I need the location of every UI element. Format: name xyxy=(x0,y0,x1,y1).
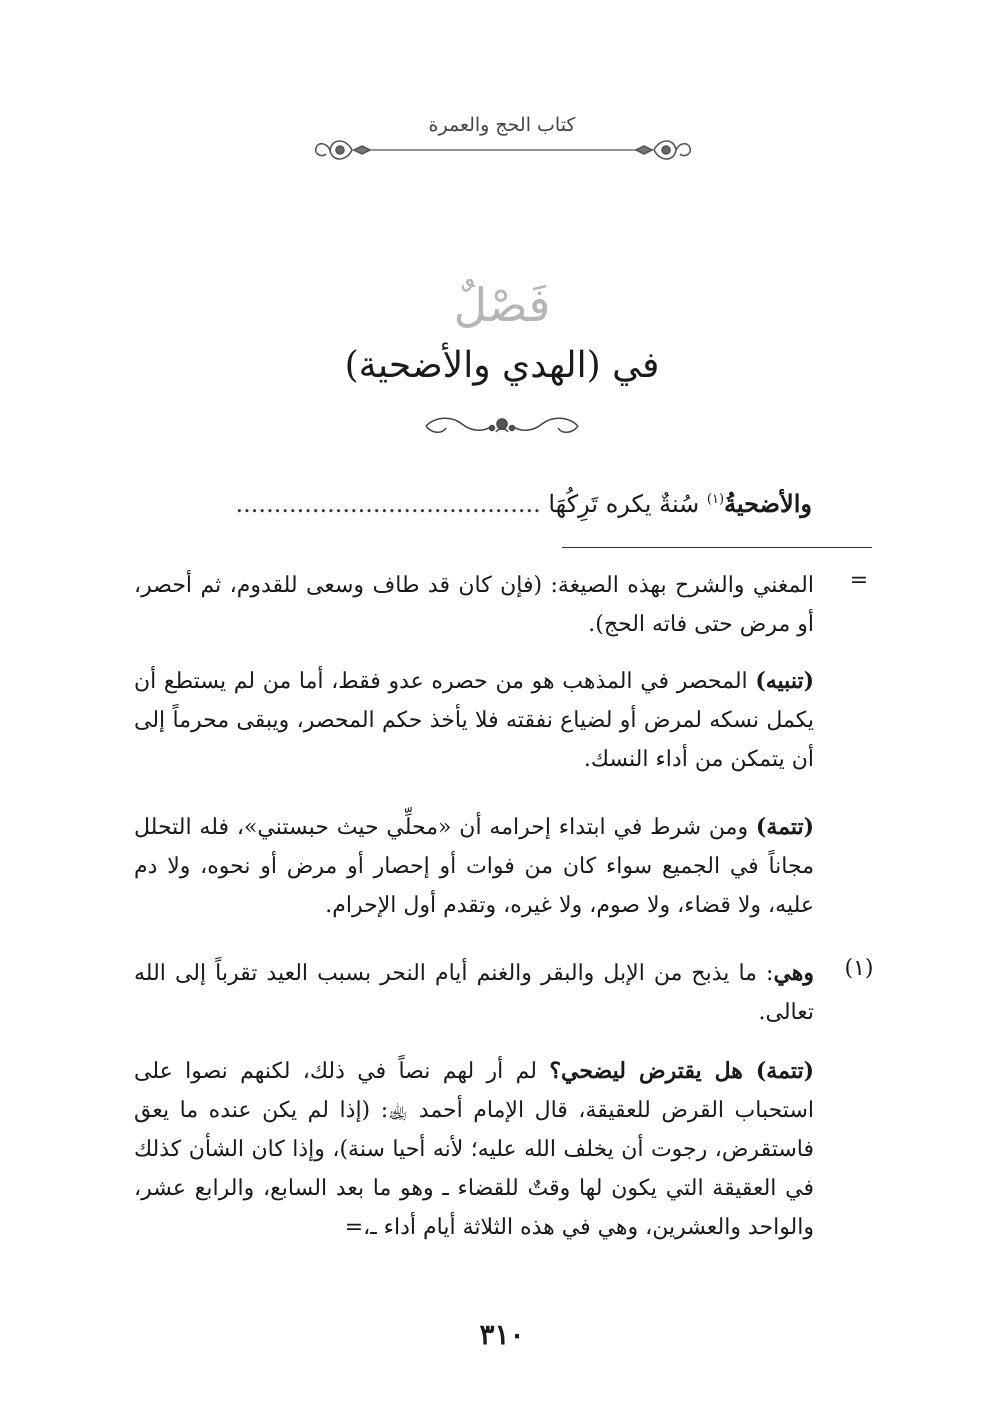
matn-text: سُنةٌ يكره تَرِكُهَا xyxy=(548,490,707,518)
matn-word: والأضحيةُ xyxy=(724,489,812,518)
footnote-bold: (تتمة) xyxy=(755,814,814,840)
footnote-number: (١) xyxy=(844,956,874,981)
footnote-bold: (تنبيه) xyxy=(755,668,814,694)
matn-line xyxy=(140,480,812,524)
footnote-text: لم أر لهم نصاً في ذلك، لكنهم نصوا على استحباب القرض للعقيقة، قال الإمام أحمد ﵀: (إذا لم يكن عنده ما يعق فاستقرض، رجوت أن يخلف الله عليه؛ لأنه أحيا سنة)، وإذا كان الشأن كذلك في العقيقة التي يكون لها وقتٌ للقضاء ـ وهو ما بعد السابع، والرابع عشر، والواحد والعشرين، وهي في هذه الثلاثة أيام أداء ـ،= xyxy=(134,1059,814,1240)
chapter-title: في (الهدي والأضحية) xyxy=(344,345,660,386)
continuation-marker: = xyxy=(849,568,869,593)
chapter-heading: فَصْلٌ xyxy=(453,278,551,332)
footnote-paragraph xyxy=(134,954,814,1032)
page-number: ٣١٠ xyxy=(479,1318,525,1351)
footnote-text: المغني والشرح بهذه الصيغة: (فإن كان قد طاف وسعى للقدوم، ثم أحصر، أو مرض حتى فاته الحج). xyxy=(134,573,814,637)
footnote-paragraph xyxy=(134,808,814,925)
matn-dots: ........................................ xyxy=(235,490,541,518)
footnote-reference[interactable]: (١) xyxy=(706,492,725,507)
footnote-bold: وهي xyxy=(773,960,814,986)
footnote-text: : ما يذبح من الإبل والبقر والغنم أيام النحر بسبب العيد تقرباً إلى الله تعالى. xyxy=(134,961,814,1025)
running-head: كتاب الحج والعمرة xyxy=(428,114,576,136)
footnote-separator xyxy=(562,547,872,548)
footnote-paragraph xyxy=(134,566,814,644)
footnote-text: ومن شرط في ابتداء إحرامه أن «محلِّي حيث حبستني»، فله التحلل مجاناً في الجميع سواء كان من فوات أو إحصار أو مرض أو نحوه، ولا دم عليه، ولا قضاء، ولا صوم، ولا غيره، وتقدم أول الإحرام. xyxy=(134,815,814,918)
footnote-paragraph xyxy=(134,1052,814,1247)
title-ornament xyxy=(418,412,586,440)
header-ornament xyxy=(312,134,694,166)
footnote-bold: (تتمة) هل يقترض ليضحي؟ xyxy=(549,1058,814,1084)
footnote-text: المحصر في المذهب هو من حصره عدو فقط، أما من لم يستطع أن يكمل نسكه لمرض أو لضياع نفقته فلا يأخذ حكم المحصر، ويبقى محرماً إلى أن يتمكن من أداء النسك. xyxy=(134,669,814,772)
footnote-paragraph xyxy=(134,662,814,779)
